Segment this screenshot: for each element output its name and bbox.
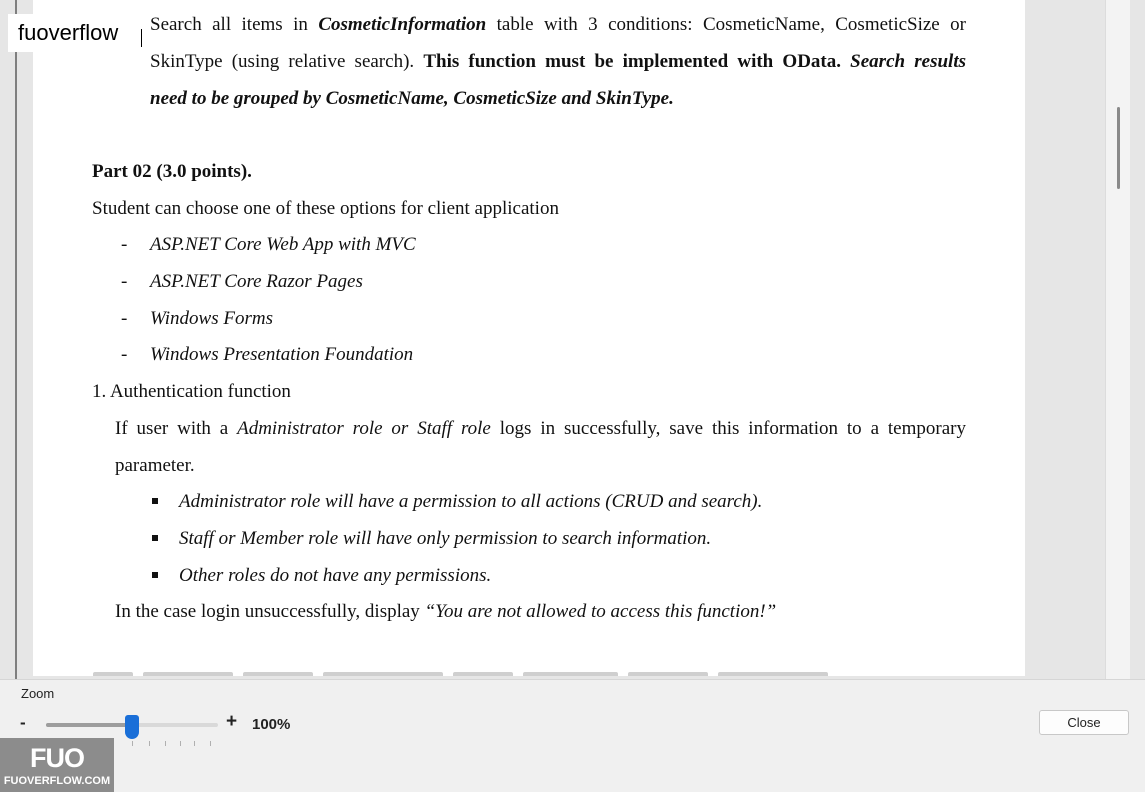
table-name: CosmeticInformation <box>318 14 487 35</box>
text-line <box>115 418 966 440</box>
logo-mark: FUO <box>30 743 84 773</box>
option-item <box>150 308 273 330</box>
divider <box>0 679 1145 680</box>
option-text: ASP.NET Core Razor Pages <box>150 271 363 292</box>
part-heading <box>92 161 252 183</box>
role-item <box>179 528 711 550</box>
text-run: Search results <box>841 51 966 72</box>
options-intro: Student can choose one of these options for client application <box>92 198 559 219</box>
bullet-marker <box>152 572 158 578</box>
text-line <box>115 601 776 623</box>
zoom-label: Zoom <box>21 686 55 701</box>
dash-marker: - <box>121 308 128 329</box>
role-text: Other roles do not have any permissions. <box>179 565 492 586</box>
section-heading: 1. Authentication function <box>92 381 291 402</box>
bullet-marker <box>152 498 158 504</box>
clipped-text-line <box>93 664 913 676</box>
role-text: Staff or Member role will have only permission to search information. <box>179 528 712 549</box>
text-run: logs in successfully, save this information to a temporary <box>490 418 966 439</box>
option-text: Windows Presentation Foundation <box>150 344 414 365</box>
viewer-border <box>15 0 17 680</box>
error-message: “You are not allowed to access this function!” <box>424 601 777 622</box>
zoom-slider-thumb[interactable] <box>125 715 139 739</box>
option-item <box>150 271 363 293</box>
option-text: Windows Forms <box>150 308 273 329</box>
text-cursor <box>141 29 142 47</box>
logo-site-text: FUOVERFLOW.COM <box>3 775 111 787</box>
zoom-in-button[interactable]: + <box>226 711 238 732</box>
watermark-label: fuoverflow <box>8 14 136 52</box>
text-line <box>150 14 966 36</box>
bullet-marker <box>152 535 158 541</box>
grouping-requirement: need to be grouped by CosmeticName, CosmeticSize and SkinType. <box>150 88 674 109</box>
dash-marker: - <box>121 344 128 365</box>
text-line <box>150 51 966 73</box>
zoom-slider-fill <box>46 723 132 727</box>
zoom-value: 100% <box>252 716 291 733</box>
role-names: Administrator role or Staff role <box>237 418 491 439</box>
watermark-logo <box>0 738 114 792</box>
role-item <box>179 491 762 513</box>
scrollbar-thumb[interactable] <box>1117 107 1120 189</box>
option-text: ASP.NET Core Web App with MVC <box>150 234 416 255</box>
text-line <box>150 88 674 110</box>
text-run: SkinType (using relative search). <box>150 51 424 72</box>
document-page <box>33 0 1025 676</box>
text-line: parameter. <box>115 455 195 476</box>
text-run: Search all items in <box>150 14 319 35</box>
role-item <box>179 565 491 587</box>
part-heading-text: Part 02 (3.0 points). <box>92 161 252 182</box>
text-run: If user with a <box>115 418 238 439</box>
odata-requirement: This function must be implemented with OData. <box>423 51 841 72</box>
option-item <box>150 234 416 256</box>
text-run: In the case login unsuccessfully, display <box>115 601 425 622</box>
vertical-scrollbar[interactable] <box>1105 0 1130 680</box>
text-run: table with 3 conditions: CosmeticName, CosmeticSize or <box>486 14 966 35</box>
option-item <box>150 344 413 366</box>
role-text: Administrator role will have a permission to all actions (CRUD and search). <box>179 491 763 512</box>
dash-marker: - <box>121 234 128 255</box>
dash-marker: - <box>121 271 128 292</box>
close-button[interactable]: Close <box>1039 710 1129 735</box>
zoom-out-button[interactable]: - <box>20 713 26 732</box>
